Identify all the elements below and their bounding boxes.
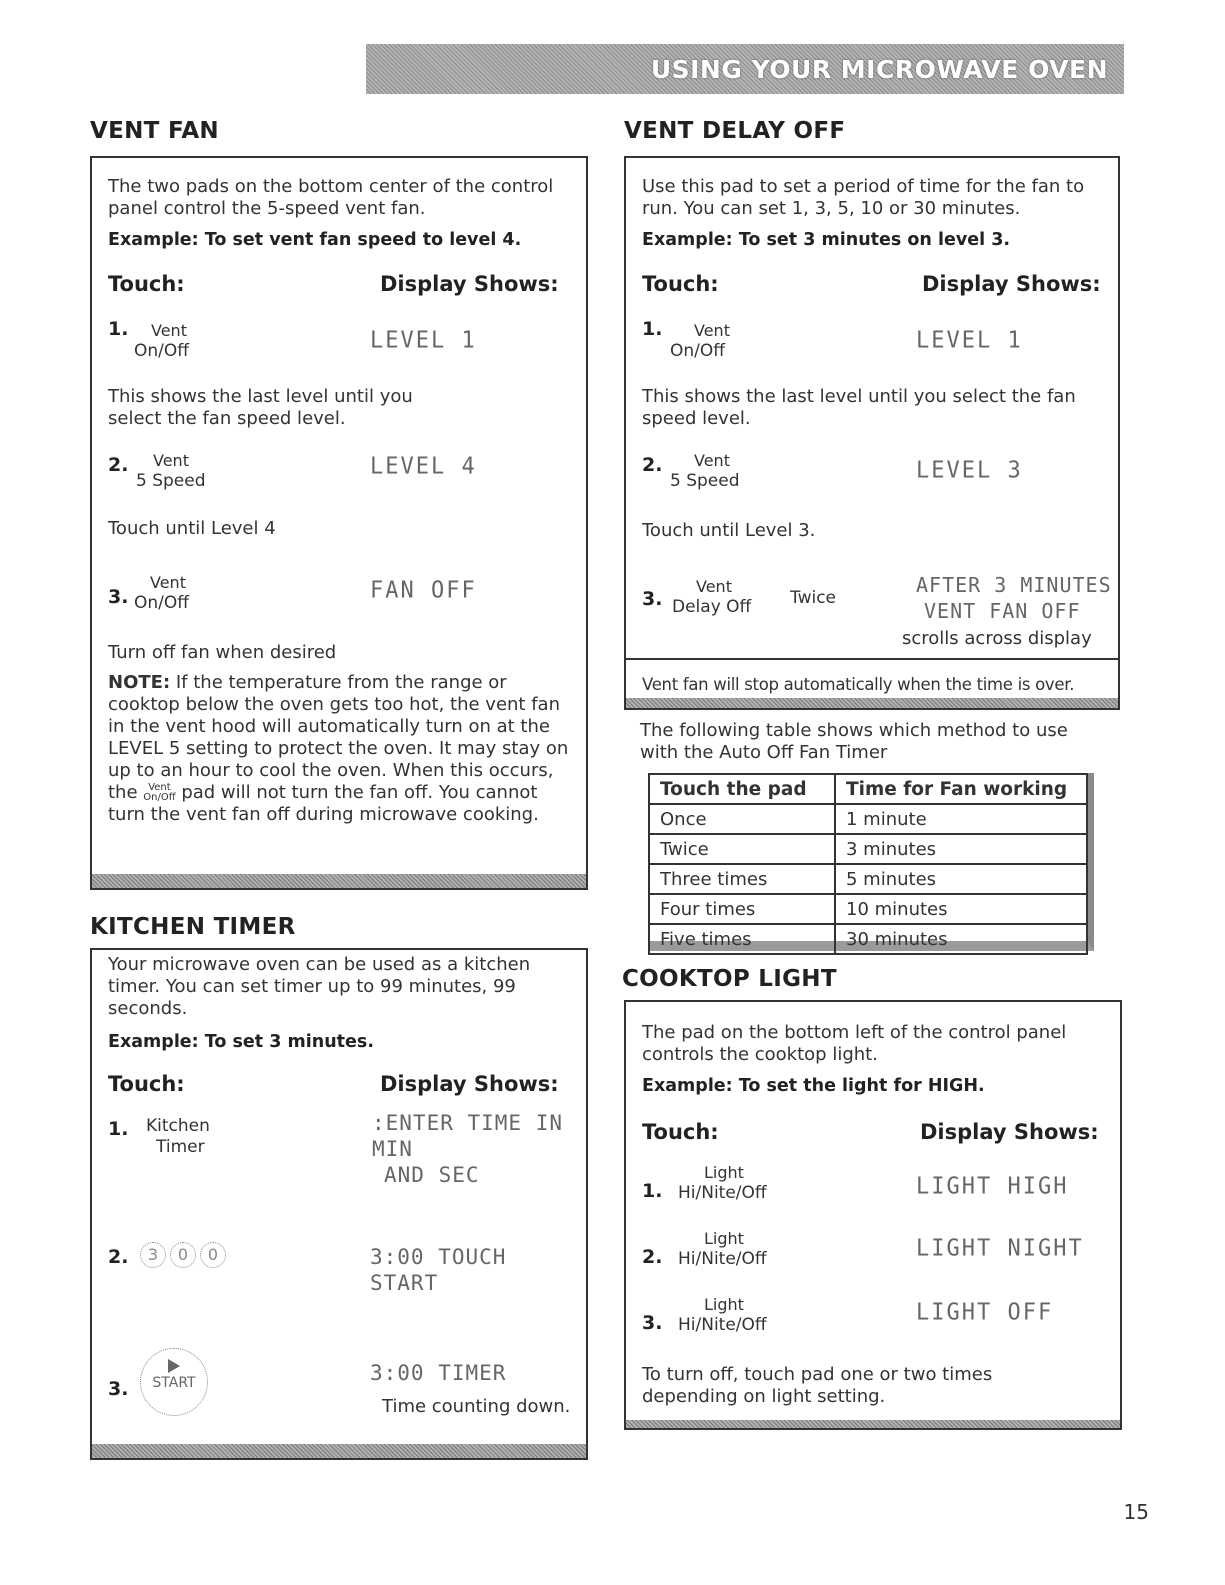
table-header: Touch the pad [649,774,835,804]
kitchen-timer-pad [146,1116,210,1158]
key-3-icon: 3 [140,1242,166,1268]
lcd-line-1: :ENTER TIME IN MIN [372,1111,564,1161]
pad-label-top: Light [704,1229,744,1248]
display-heading: Display Shows: [920,1120,1099,1144]
key-0-icon: 0 [200,1242,226,1268]
lcd-display: 3:00 TOUCH START [370,1245,507,1295]
step-number: 2. [108,454,129,476]
vent-speed-pad [670,450,740,492]
pad-label-top: Vent [694,451,730,470]
vent-onoff-pad [134,320,189,362]
box-shadow-strip [626,1420,1120,1428]
pad-label-bottom: Hi/Nite/Off [678,1183,767,1203]
inline-vent-pad [143,783,175,803]
play-icon [168,1359,180,1373]
lcd-display: LEVEL 4 [370,453,477,480]
touch-heading: Touch: [642,272,719,296]
pad-label-top: Vent [150,573,186,592]
table-row [649,804,1087,834]
table-row [649,834,1087,864]
note-text: If the temperature from the range or cooktop below the oven gets too hot, the vent fan in the vent hood will automatically turn on at the LEVEL 5 setting to protect the oven. It may stay on up to an hour to cool the oven. When this occurs, the [108,672,569,803]
vent-onoff-pad [670,320,730,362]
twice-label: Twice [790,588,837,608]
pad-label-top: Vent [694,321,730,340]
start-label: START [152,1375,196,1391]
pad-label-bottom: Hi/Nite/Off [678,1315,767,1335]
pad-label-bottom: On/Off [134,593,189,613]
lcd-display: LIGHT HIGH [916,1173,1069,1200]
vent-delay-pad [672,576,751,618]
table-header: Time for Fan working [835,774,1087,804]
table-cell: Four times [649,894,835,924]
lcd-display: 3:00 TIMER [370,1361,507,1385]
light-pad [678,1294,767,1336]
step-number: 3. [108,586,129,608]
table-intro: The following table shows which method to use with the Auto Off Fan Timer [640,720,1068,763]
vent-fan-intro: The two pads on the bottom center of the control panel control the 5-speed vent fan. [108,176,554,219]
note-label: NOTE: [108,672,171,693]
table-row [649,894,1087,924]
pad-label-bottom: On/Off [670,341,725,361]
table-cell: 5 minutes [835,864,1087,894]
step-number: 2. [642,1246,663,1268]
pad-label-bottom: Delay Off [672,597,752,617]
step-note: Touch until Level 3. [642,520,816,541]
lcd-display: LEVEL 1 [370,327,477,354]
lcd-display [916,572,1112,624]
fan-timer-table [648,773,1088,955]
table-row [649,924,1087,954]
vent-fan-example: Example: To set vent fan speed to level 4. [108,230,522,250]
touch-heading: Touch: [108,272,185,296]
pad-label-bottom: 5 Speed [670,471,740,491]
table-cell: 30 minutes [835,924,1087,954]
lcd-display: LIGHT NIGHT [916,1235,1084,1262]
display-heading: Display Shows: [922,272,1101,296]
cooktop-light-box [624,1000,1122,1430]
display-heading: Display Shows: [380,1072,559,1096]
lcd-display [372,1110,586,1188]
touch-heading: Touch: [108,1072,185,1096]
pad-label-top: Vent [153,451,189,470]
vent-fan-note [108,672,574,826]
vent-speed-pad [136,450,206,492]
lcd-display: LEVEL 1 [916,327,1023,354]
lcd-line-1: AFTER 3 MINUTES [916,573,1112,597]
table-cell: Five times [649,924,835,954]
table-cell: 3 minutes [835,834,1087,864]
kitchen-timer-box [90,948,588,1460]
lcd-line-2: VENT FAN OFF [924,599,1081,623]
light-pad [678,1162,767,1204]
table-cell: 10 minutes [835,894,1087,924]
cooktop-light-intro: The pad on the bottom left of the control panel controls the cooktop light. [642,1022,1067,1065]
vent-delay-intro: Use this pad to set a period of time for the fan to run. You can set 1, 3, 5, 10 or 30 minutes. [642,176,1085,219]
step-number: 1. [642,318,663,340]
inline-pad-top: Vent [148,782,171,793]
table-header-row [649,774,1087,804]
note-text: pad will not turn the fan off. You cannot turn the vent fan off during microwave cooking. [108,782,539,825]
table-cell: Once [649,804,835,834]
step-number: 3. [108,1378,129,1400]
vent-delay-example: Example: To set 3 minutes on level 3. [642,230,1011,250]
step-number: 3. [642,588,663,610]
step-number: 2. [108,1246,129,1268]
pad-label-bottom: On/Off [134,341,189,361]
touch-heading: Touch: [642,1120,719,1144]
scroll-note: scrolls across display [902,628,1092,649]
lcd-display: FAN OFF [370,577,477,604]
step-number: 2. [642,454,663,476]
table-cell: 1 minute [835,804,1087,834]
display-heading: Display Shows: [380,272,559,296]
light-pad [678,1228,767,1270]
step-note: Turn off fan when desired [108,642,337,663]
pad-label-bottom: Timer [156,1137,205,1157]
table-row [649,864,1087,894]
vent-delay-box [624,156,1120,710]
pad-label-top: Kitchen [146,1116,210,1136]
step-note: Time counting down. [382,1396,571,1417]
kitchen-timer-example: Example: To set 3 minutes. [108,1032,374,1052]
vent-onoff-pad [134,572,189,614]
vent-fan-box [90,156,588,890]
start-button-icon [140,1348,208,1416]
fan-timer-table-wrap [648,773,1094,951]
number-keys [140,1242,230,1268]
kitchen-timer-title: KITCHEN TIMER [90,914,296,940]
step-note: This shows the last level until you select the fan speed level. [108,386,413,429]
step-note: This shows the last level until you select the fan speed level. [642,386,1076,429]
cooktop-light-title: COOKTOP LIGHT [622,966,837,992]
lcd-line-2: AND SEC [384,1163,480,1187]
pad-label-bottom: 5 Speed [136,471,206,491]
inline-pad-bottom: On/Off [143,792,176,803]
table-cell: Three times [649,864,835,894]
box-shadow-strip [92,1444,586,1458]
pad-label-top: Light [704,1295,744,1314]
pad-label-top: Vent [696,577,732,596]
pad-label-top: Light [704,1163,744,1182]
step-number: 1. [108,318,129,340]
cooktop-light-footer: To turn off, touch pad one or two times depending on light setting. [642,1364,993,1407]
page-number: 15 [1123,1500,1149,1524]
lcd-display: LEVEL 3 [916,457,1023,484]
pad-label-bottom: Hi/Nite/Off [678,1249,767,1269]
vent-delay-footer: Vent fan will stop automatically when the time is over. [642,675,1075,694]
box-shadow-strip [626,698,1118,708]
step-note: Touch until Level 4 [108,518,276,539]
vent-delay-title: VENT DELAY OFF [624,118,846,144]
pad-label-top: Vent [151,321,187,340]
step-number: 3. [642,1312,663,1334]
box-shadow-strip [92,874,586,888]
section-banner: USING YOUR MICROWAVE OVEN [366,44,1124,94]
table-cell: Twice [649,834,835,864]
divider [626,658,1118,660]
kitchen-timer-intro: Your microwave oven can be used as a kitchen timer. You can set timer up to 99 minutes, 99 seconds. [108,954,531,1019]
step-number: 1. [108,1118,129,1140]
step-number: 1. [642,1180,663,1202]
key-0-icon: 0 [170,1242,196,1268]
lcd-display: LIGHT OFF [916,1299,1054,1326]
vent-fan-title: VENT FAN [90,118,219,144]
cooktop-light-example: Example: To set the light for HIGH. [642,1076,985,1096]
